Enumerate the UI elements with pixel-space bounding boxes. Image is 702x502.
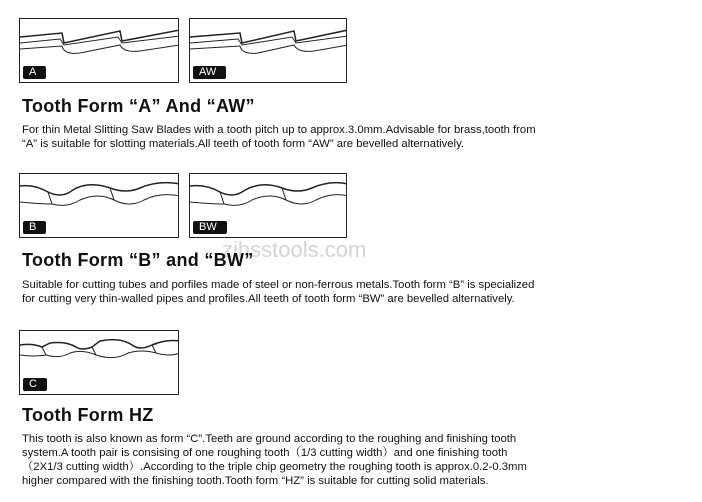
tooth-diagram-a bbox=[19, 18, 179, 83]
tooth-diagram-bw bbox=[189, 173, 347, 238]
section-heading: Tooth Form “A” And “AW” bbox=[22, 96, 255, 116]
tooth-diagram-b bbox=[19, 173, 179, 238]
description-line: （2X1/3 cutting width）.According to the triple chip geometry the roughing tooth is approx.0.2-0.3mm bbox=[22, 461, 527, 473]
description-line: for cutting very thin-walled pipes and profiles.All teeth of tooth form “BW” are bevelled alternatively. bbox=[22, 293, 515, 305]
tooth-label: C bbox=[23, 378, 47, 391]
tooth-diagram-c bbox=[19, 330, 179, 395]
section-heading: Tooth Form “B” and “BW” bbox=[22, 250, 254, 270]
tooth-diagram-aw bbox=[189, 18, 347, 83]
description-line: “A” is suitable for slotting materials.All teeth of tooth form “AW” are bevelled alternatively. bbox=[22, 138, 465, 150]
description-line: system.A tooth pair is consising of one roughing tooth（1/3 cutting width）and one finishing tooth bbox=[22, 447, 508, 459]
description-line: higher compared with the finishing tooth.Tooth form “HZ” is suitable for cutting solid materials. bbox=[22, 475, 489, 487]
description-line: This tooth is also known as form “C”.Teeth are ground according to the roughing and finishing tooth bbox=[22, 433, 517, 445]
section-description bbox=[22, 278, 682, 306]
section-heading: Tooth Form HZ bbox=[22, 405, 154, 425]
tooth-label: A bbox=[23, 66, 46, 79]
description-line: For thin Metal Slitting Saw Blades with a tooth pitch up to approx.3.0mm.Advisable for brass,tooth from bbox=[22, 124, 536, 136]
section-description bbox=[22, 123, 682, 151]
tooth-label: B bbox=[23, 221, 46, 234]
tooth-label: BW bbox=[193, 221, 227, 234]
watermark: zjhsstools.com bbox=[222, 237, 367, 262]
tooth-label: AW bbox=[193, 66, 226, 79]
section-description bbox=[22, 432, 682, 488]
description-line: Suitable for cutting tubes and porfiles made of steel or non-ferrous metals.Tooth form “B” is specialized bbox=[22, 279, 535, 291]
